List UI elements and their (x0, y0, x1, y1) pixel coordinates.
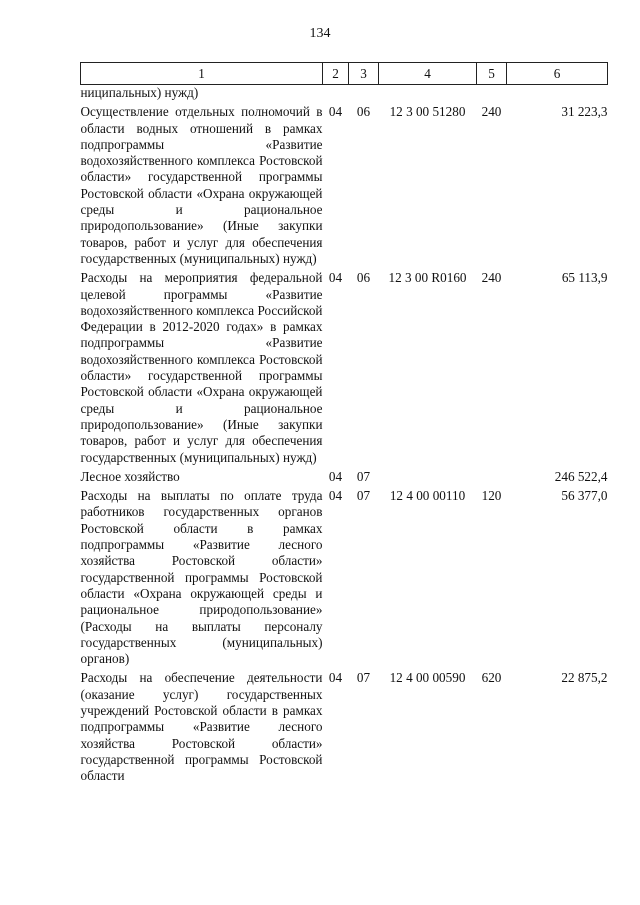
row-target-article: 12 4 00 00110 (389, 488, 466, 504)
row-expense-type: 240 (481, 270, 502, 286)
row-amount: 65 113,9 (561, 270, 608, 286)
row-target-article (379, 85, 477, 102)
row-expense-type (477, 85, 507, 102)
row-amount (507, 85, 608, 102)
row-description: ниципальных) нужд) (80, 85, 199, 100)
page-number: 134 (309, 26, 331, 41)
row-section: 04 (328, 270, 343, 286)
row-subsection: 06 (356, 270, 371, 286)
row-expense-type: 240 (481, 104, 502, 120)
row-subsection: 07 (356, 670, 371, 686)
row-subsection: 07 (356, 468, 371, 484)
row-target-article: 12 3 00 51280 (389, 104, 466, 120)
row-target-article (379, 466, 477, 485)
row-section: 04 (328, 488, 343, 504)
column-header-5: 5 (477, 63, 507, 85)
row-subsection: 06 (356, 104, 371, 120)
column-header-6: 6 (507, 63, 608, 85)
table-row (81, 485, 608, 667)
row-description: Лесное хозяйство (80, 468, 180, 484)
row-expense-type: 120 (481, 488, 502, 504)
column-header-3: 3 (349, 63, 379, 85)
row-amount: 246 522,4 (554, 468, 608, 484)
row-amount: 31 223,3 (561, 104, 608, 120)
row-subsection: 07 (356, 488, 371, 504)
table-row (81, 85, 608, 102)
row-section (323, 85, 349, 102)
row-description: Расходы на обеспечение деятельности (оказание услуг) государственных учреждений Ростовской области в рамках подпрограммы «Развитие лесного хозяйства Ростовской области» государственной программы Ростовской области (80, 670, 323, 784)
row-amount: 56 377,0 (561, 488, 608, 504)
table-row (81, 466, 608, 485)
row-description: Расходы на мероприятия федеральной целевой программы «Развитие водохозяйственного комплекса Российской Федерации в 2012-2020 годах» в рамках подпрограммы «Развитие водохозяйственного комплекса Ростовской области» государственной программы Ростовской области «Охрана окружающей среды и рациональное природопользование» (Иные закупки товаров, работ и услуг для обеспечения государственных (муниципальных) нужд) (80, 270, 323, 465)
row-description: Осуществление отдельных полномочий в области водных отношений в рамках подпрограммы «Развитие водохозяйственного комплекса Ростовской области» государственной программы Ростовской области «Охрана окружающей среды и рациональное природопользование» (Иные закупки товаров, работ и услуг для обеспечения государственных (муниципальных) нужд) (80, 104, 323, 266)
budget-table (80, 62, 608, 784)
column-header-2: 2 (323, 63, 349, 85)
row-section: 04 (328, 670, 343, 686)
table-row (81, 267, 608, 466)
row-target-article: 12 3 00 R0160 (388, 270, 467, 286)
column-header-4: 4 (379, 63, 477, 85)
column-header-1: 1 (81, 63, 323, 85)
row-amount: 22 875,2 (561, 670, 608, 686)
row-section: 04 (328, 468, 343, 484)
row-expense-type: 620 (481, 670, 502, 686)
row-subsection (349, 85, 379, 102)
row-description: Расходы на выплаты по оплате труда работников государственных органов Ростовской области в рамках подпрограммы «Развитие лесного хозяйства Ростовской области» государственной программы Ростовской области «Охрана окружающей среды и рациональное природопользование» (Расходы на выплаты персоналу государственных (муниципальных) органов) (80, 488, 323, 667)
row-target-article: 12 4 00 00590 (389, 670, 466, 686)
row-expense-type (477, 466, 507, 485)
row-section: 04 (328, 104, 343, 120)
table-row (81, 667, 608, 784)
table-row (81, 101, 608, 267)
table-header-row (81, 63, 608, 85)
